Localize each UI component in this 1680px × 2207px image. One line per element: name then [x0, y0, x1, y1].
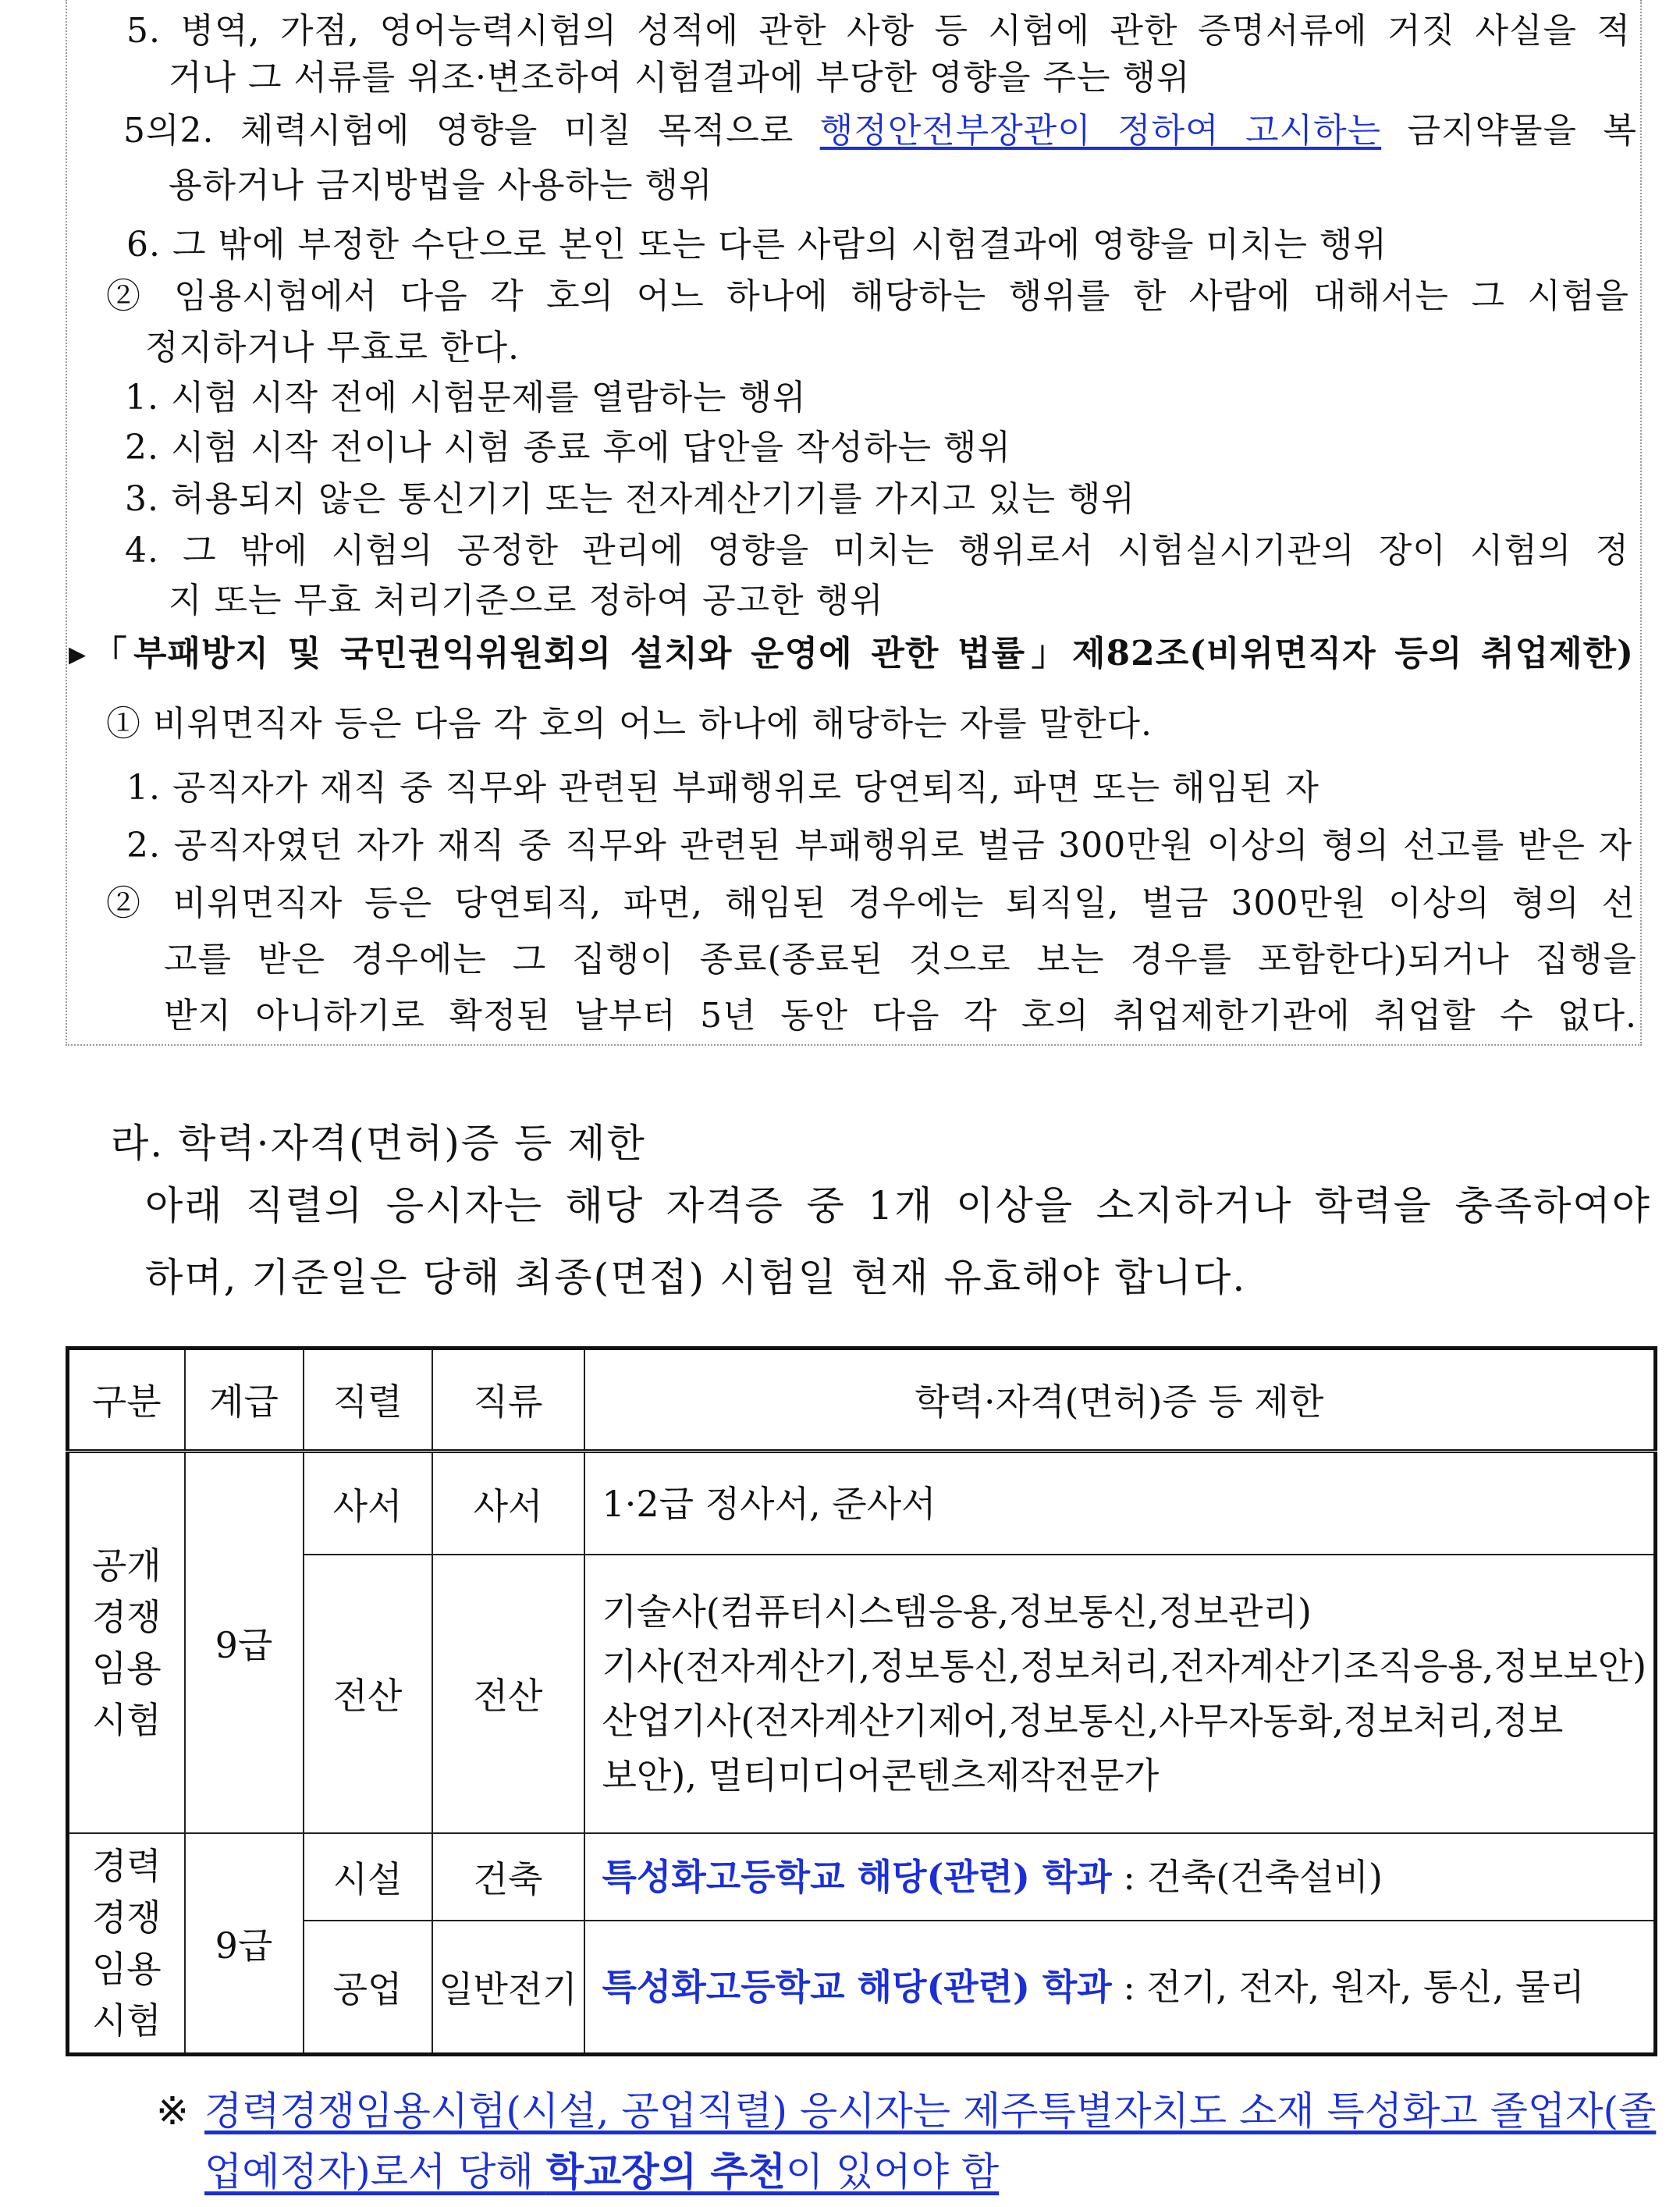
grade-career: 9급: [185, 1833, 304, 2055]
header-grade: 계급: [185, 1349, 304, 1452]
category-char: 경쟁: [91, 1595, 162, 1638]
qualification-table: [66, 1346, 1657, 2056]
header-kind: 직류: [432, 1349, 584, 1452]
header-category: 구분: [68, 1349, 185, 1452]
qual-rest: : 전기, 전자, 원자, 통신, 물리: [1111, 1966, 1585, 2009]
law-line-17: ② 비위면직자 등은 당연퇴직, 파면, 해임된 경우에는 퇴직일, 벌금 300만원 이상의 형의 선: [106, 883, 1636, 923]
law-line-4: 용하거나 금지방법을 사용하는 행위: [169, 165, 713, 205]
law-article-title: ▸「부패방지 및 국민권익위원회의 설치와 운영에 관한 법률」제82조(비위면직자 등의 취업제한): [69, 634, 1634, 673]
note-text-1: 경력경쟁임용시험(시설, 공업직렬) 응시자는 제주특별자치도 소재 특성화고 졸업자(졸: [204, 2088, 1657, 2134]
qual-line: 기술사(컴퓨터시스템응용,정보통신,정보관리): [602, 1590, 1312, 1633]
table-row: [68, 1555, 1656, 1832]
category-char: 임용: [91, 1647, 162, 1690]
category-char: 시험: [91, 1698, 162, 1741]
table-row: [68, 1833, 1656, 1921]
table-row: [68, 1451, 1656, 1555]
law-line-1: 5. 병역, 가점, 영어능력시험의 성적에 관한 사항 등 시험에 관한 증명서류에 거짓 사실을 적: [126, 11, 1631, 51]
grade-open: 9급: [185, 1451, 304, 1832]
series-cell: 사서: [304, 1451, 432, 1555]
qual-line: 보안), 멀티미디어콘텐츠제작전문가: [602, 1754, 1160, 1797]
law-line-3-post: 금지약물을 복: [1381, 111, 1637, 151]
category-career: [68, 1833, 185, 2055]
table-row: [68, 1921, 1656, 2054]
kind-cell: 전산: [432, 1555, 584, 1832]
section-desc-line-2: 하며, 기준일은 당해 최종(면접) 시험일 현재 유효해야 합니다.: [145, 1255, 1247, 1300]
law-line-2: 거나 그 서류를 위조·변조하여 시험결과에 부당한 영향을 주는 행위: [169, 58, 1191, 98]
series-cell: 시설: [304, 1833, 432, 1921]
table-header-row: [68, 1349, 1656, 1452]
category-char: 경력: [91, 1844, 162, 1887]
section-heading: 라. 학력·자격(면허)증 등 제한: [111, 1121, 646, 1166]
qual-rest: : 건축(건축설비): [1111, 1855, 1383, 1898]
note-line-2: [204, 2146, 999, 2198]
note-text-2-post: 이 있어야 함: [785, 2149, 1000, 2195]
qual-highlight: 특성화고등학교 해당(관련) 학과: [602, 1966, 1112, 2009]
law-line-6: ② 임용시험에서 다음 각 호의 어느 하나에 해당하는 행위를 한 사람에 대해서는 그 시험을: [106, 276, 1629, 316]
qual-cell: [584, 1555, 1656, 1832]
law-line-14: ① 비위면직자 등은 다음 각 호의 어느 하나에 해당하는 자를 말한다.: [106, 704, 1153, 744]
qual-line: 산업기사(전자계산기제어,정보통신,사무자동화,정보처리,정보: [602, 1700, 1564, 1743]
qual-line: 기사(전자계산기,정보통신,정보처리,전자계산기조직응용,정보보안): [602, 1645, 1647, 1688]
law-line-8: 1. 시험 시작 전에 시험문제를 열람하는 행위: [125, 378, 807, 418]
note-text-2-pre: 업예정자)로서 당해: [204, 2149, 546, 2195]
qual-cell: [584, 1921, 1656, 2054]
law-line-7: 정지하거나 무효로 한다.: [145, 328, 520, 368]
law-line-3: [123, 109, 1637, 153]
note-highlight: 학교장의 추천: [545, 2148, 786, 2195]
kind-cell: 건축: [432, 1833, 584, 1921]
category-open: [68, 1451, 185, 1832]
qual-highlight: 특성화고등학교 해당(관련) 학과: [602, 1855, 1112, 1898]
category-char: 시험: [91, 1999, 162, 2042]
kind-cell: 일반전기: [432, 1921, 584, 2054]
series-cell: 전산: [304, 1555, 432, 1832]
law-line-9: 2. 시험 시작 전이나 시험 종료 후에 답안을 작성하는 행위: [125, 428, 1011, 467]
law-line-15: 1. 공직자가 재직 중 직무와 관련된 부패행위로 당연퇴직, 파면 또는 해임된 자: [126, 768, 1319, 808]
law-line-3-pre: 5의2. 체력시험에 영향을 미칠 목적으로: [123, 111, 820, 151]
section-desc-line-1: 아래 직렬의 응시자는 해당 자격증 중 1개 이상을 소지하거나 학력을 충족하여야: [145, 1183, 1651, 1228]
category-char: 임용: [91, 1947, 162, 1990]
law-line-5: 6. 그 밖에 부정한 수단으로 본인 또는 다른 사람의 시험결과에 영향을 미치는 행위: [126, 225, 1387, 265]
qual-cell: [584, 1833, 1656, 1921]
header-qualification: 학력·자격(면허)증 등 제한: [584, 1349, 1656, 1452]
law-line-16: 2. 공직자였던 자가 재직 중 직무와 관련된 부패행위로 벌금 300만원 이상의 형의 선고를 받은 자: [126, 826, 1632, 865]
qual-cell: 1·2급 정사서, 준사서: [584, 1451, 1656, 1555]
notice-link[interactable]: 행정안전부장관이 정하여 고시하는: [819, 111, 1382, 151]
note-line-1: [204, 2085, 1657, 2137]
law-line-12: 지 또는 무효 처리기준으로 정하여 공고한 행위: [169, 581, 884, 620]
note-mark: ※: [156, 2088, 189, 2134]
law-line-10: 3. 허용되지 않은 통신기기 또는 전자계산기기를 가지고 있는 행위: [125, 479, 1135, 519]
law-line-11: 4. 그 밖에 시험의 공정한 관리에 영향을 미치는 행위로서 시험실시기관의 장이 시험의 정: [125, 531, 1629, 570]
law-line-18: 고를 받은 경우에는 그 집행이 종료(종료된 것으로 보는 경우를 포함한다)되거나 집행을: [164, 940, 1637, 979]
note-text-2: [204, 2149, 999, 2195]
category-char: 경쟁: [91, 1896, 162, 1939]
series-cell: 공업: [304, 1921, 432, 2054]
header-series: 직렬: [304, 1349, 432, 1452]
category-char: 공개: [91, 1544, 162, 1587]
kind-cell: 사서: [432, 1451, 584, 1555]
law-line-19: 받지 아니하기로 확정된 날부터 5년 동안 다음 각 호의 취업제한기관에 취업할 수 없다.: [164, 996, 1637, 1036]
